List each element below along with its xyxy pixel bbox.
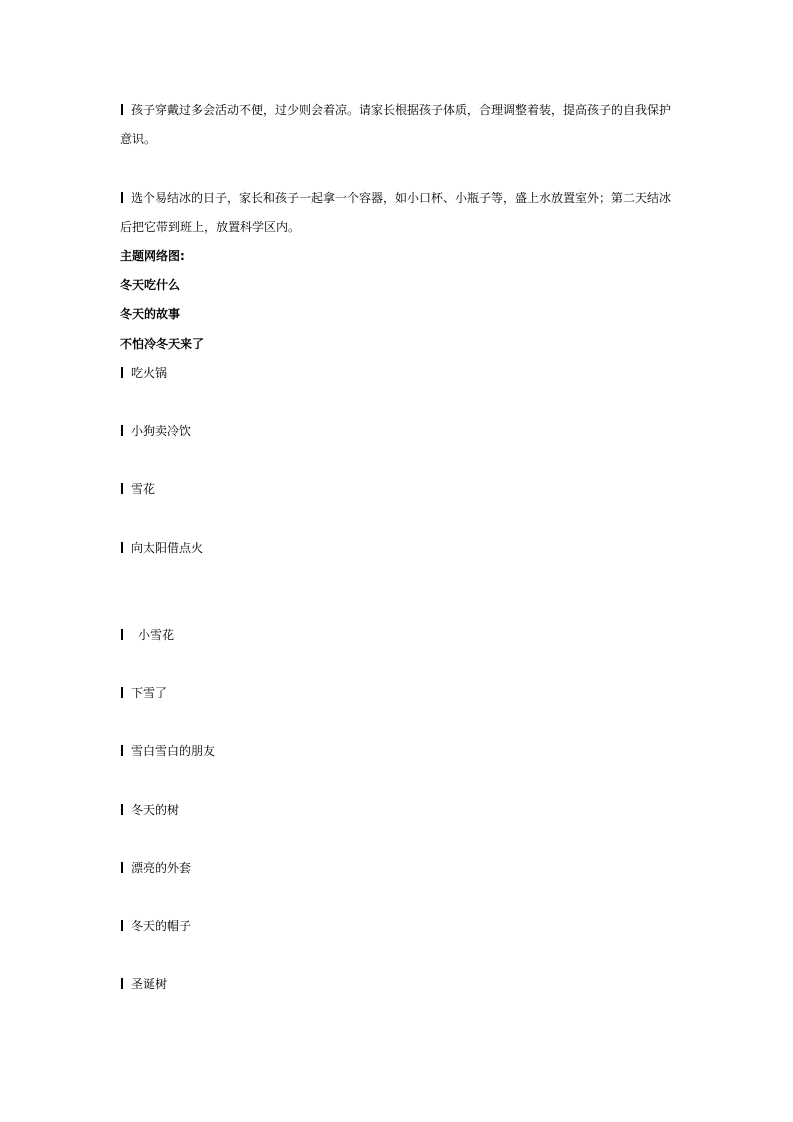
- paragraph-text: 选个易结冰的日子，家长和孩子一起拿一个容器，如小口杯、小瓶子等，盛上水放置室外；第二天结冰后把它带到班上，放置科学区内。: [120, 191, 672, 234]
- bullet-mark: [121, 745, 123, 756]
- list-item: [120, 743, 215, 759]
- bullet-mark: [121, 483, 123, 494]
- heading-not-afraid-cold: 不怕冷冬天来了: [120, 337, 205, 351]
- bullet-mark: [121, 192, 123, 203]
- paragraph-dressing-advice: [120, 96, 676, 154]
- bullet-mark: [121, 804, 123, 815]
- bullet-mark: [121, 629, 123, 640]
- bullet-mark: [121, 104, 123, 115]
- list-item: [120, 423, 191, 439]
- list-item: [120, 540, 203, 556]
- list-item-label: 小雪花: [138, 628, 175, 642]
- list-item: [120, 365, 167, 381]
- list-item: [120, 627, 174, 643]
- bullet-mark: [121, 862, 123, 873]
- bullet-mark: [121, 978, 123, 989]
- bullet-mark: [121, 425, 123, 436]
- list-item-label: 雪花: [131, 482, 156, 496]
- list-item-label: 向太阳借点火: [131, 541, 204, 555]
- list-item: [120, 802, 179, 818]
- bullet-mark: [121, 367, 123, 378]
- paragraph-text: 孩子穿戴过多会活动不便，过少则会着凉。请家长根据孩子体质，合理调整着装，提高孩子的自我保护意识。: [120, 103, 672, 146]
- bullet-mark: [121, 542, 123, 553]
- list-item-label: 小狗卖冷饮: [131, 424, 192, 438]
- bullet-mark: [121, 687, 123, 698]
- bullet-mark: [121, 920, 123, 931]
- list-item-label: 冬天的树: [131, 803, 180, 817]
- paragraph-ice-experiment: [120, 184, 676, 242]
- list-item-label: 冬天的帽子: [131, 919, 192, 933]
- list-item: [120, 481, 155, 497]
- heading-winter-food: 冬天吃什么: [120, 278, 181, 292]
- list-item: [120, 860, 191, 876]
- list-item-label: 雪白雪白的朋友: [131, 744, 216, 758]
- list-item-label: 吃火锅: [131, 366, 168, 380]
- list-item-label: 下雪了: [131, 686, 168, 700]
- list-item: [120, 685, 167, 701]
- heading-winter-stories: 冬天的故事: [120, 307, 181, 321]
- list-item-label: 漂亮的外套: [131, 861, 192, 875]
- list-item: [120, 976, 167, 992]
- list-item: [120, 918, 191, 934]
- list-item-label: 圣诞树: [131, 977, 168, 991]
- heading-theme-network: 主题网络图:: [120, 249, 185, 263]
